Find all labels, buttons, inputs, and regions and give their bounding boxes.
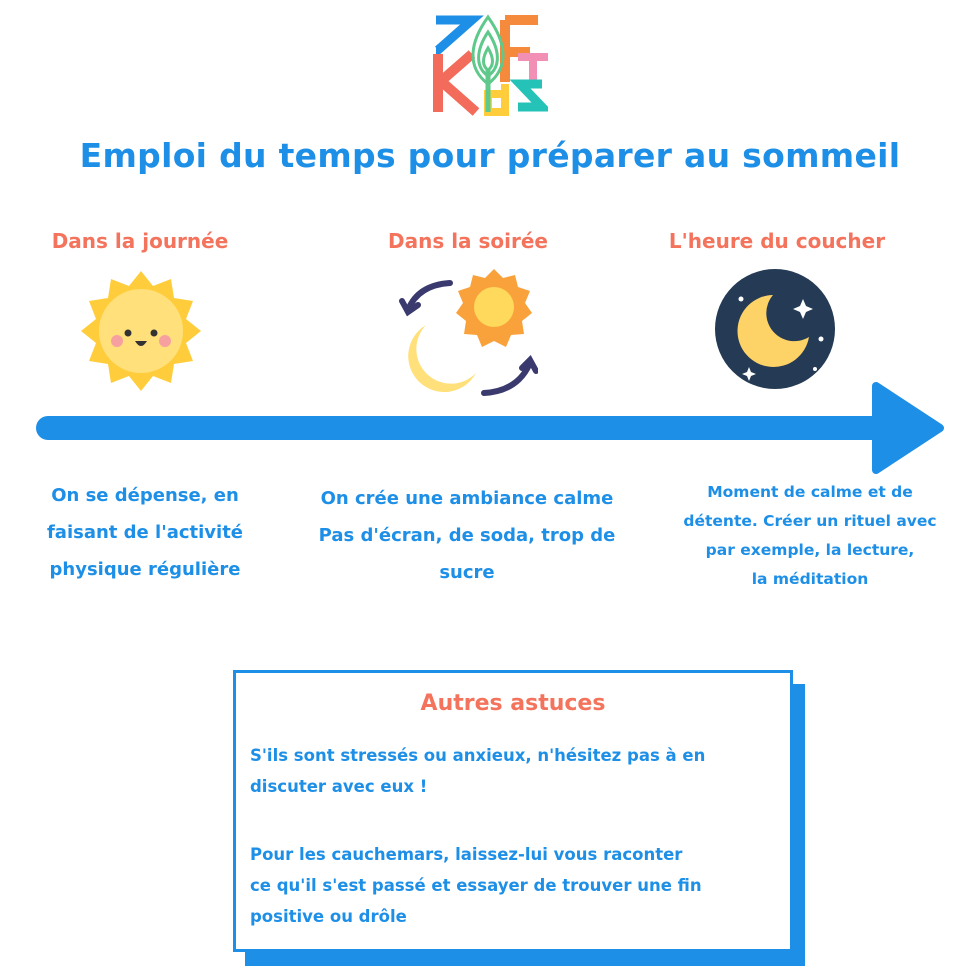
text-line: On se dépense, en: [51, 485, 239, 506]
evening-description: [307, 480, 627, 591]
heading-daytime: Dans la journée: [51, 229, 229, 253]
logo: [430, 12, 548, 116]
text-line: la méditation: [751, 570, 869, 588]
text-line: détente. Créer un rituel avec: [683, 512, 937, 530]
sun-icon: [78, 268, 204, 398]
tips-box: [233, 670, 793, 952]
timeline-arrow: [36, 380, 948, 480]
text-line: S'ils sont stressés ou anxieux, n'hésitez pas à en: [250, 746, 706, 765]
text-line: Moment de calme et de: [707, 483, 913, 501]
text-line: physique régulière: [49, 559, 241, 580]
text-line: sucre: [439, 562, 495, 583]
daytime-description: [0, 477, 305, 588]
text-line: positive ou drôle: [250, 907, 407, 926]
tips-heading: Autres astuces: [420, 691, 606, 716]
text-line: faisant de l'activité: [46, 522, 244, 543]
text-line: Pas d'écran, de soda, trop de: [318, 525, 616, 546]
tips-paragraph-2: [250, 839, 780, 932]
text-line: discuter avec eux !: [250, 777, 428, 796]
bedtime-description: [660, 478, 960, 594]
text-line: Pour les cauchemars, laissez-lui vous raconter: [250, 845, 683, 864]
text-line: par exemple, la lecture,: [705, 541, 915, 559]
tips-paragraph-1: [250, 740, 780, 802]
text-line: On crée une ambiance calme: [320, 488, 614, 509]
heading-bedtime: L'heure du coucher: [668, 229, 886, 253]
text-line: ce qu'il s'est passé et essayer de trouver une fin: [250, 876, 702, 895]
heading-evening: Dans la soirée: [387, 229, 548, 253]
page-title: Emploi du temps pour préparer au sommeil: [79, 136, 901, 175]
moon-stars-icon: [714, 268, 836, 394]
